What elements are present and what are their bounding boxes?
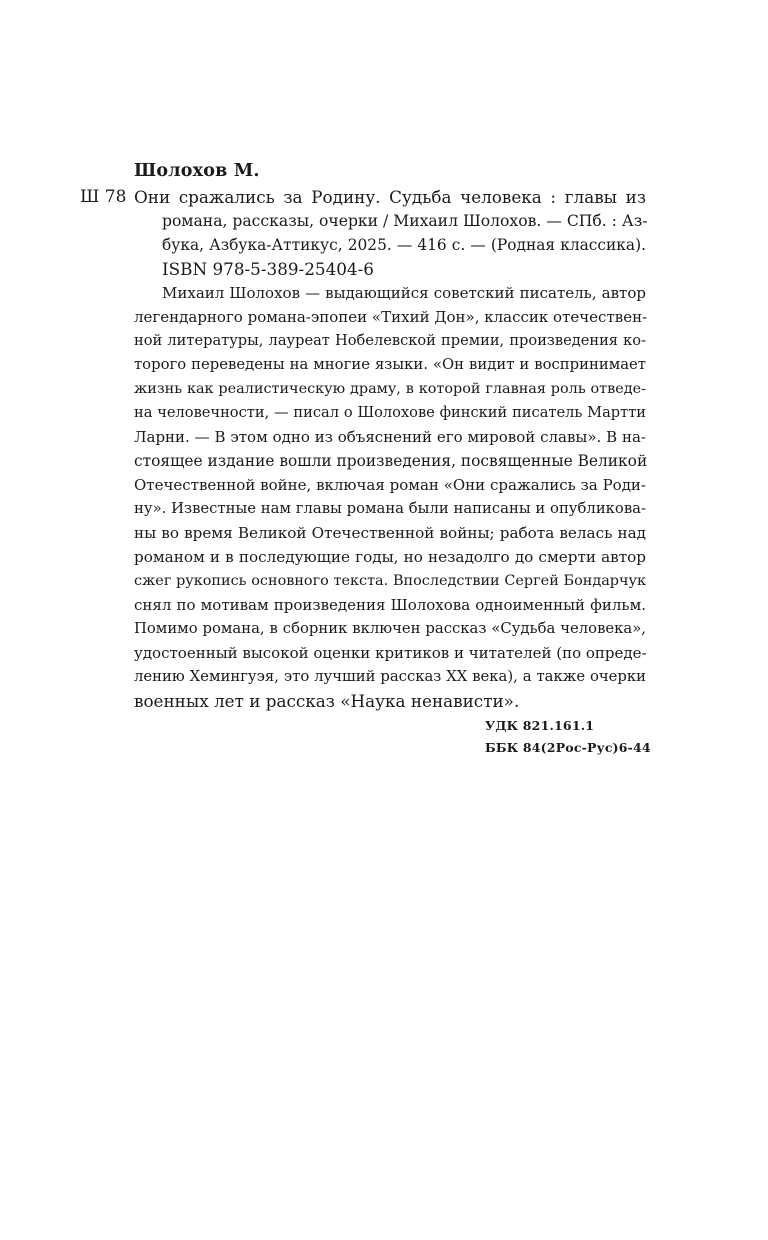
annotation-line: Михаил Шолохов — выдающийся советский писатель, автор [162,284,646,302]
annotation-line: Отечественной войне, включая роман «Они сражались за Роди- [134,476,646,494]
annotation-line: на человечности, — писал о Шолохове финский писатель Мартти [134,404,646,421]
annotation-line: ны во время Великой Отечественной войны; работа велась над [134,524,646,542]
annotation-line: снял по мотивам произведения Шолохова одноименный фильм. [134,596,646,614]
annotation-line: жизнь как реалистическую драму, в которой главная роль отведе- [134,381,646,397]
title-line: романа, рассказы, очерки / Михаил Шолохов. — СПб. : Аз- [162,212,648,230]
title-line: бука, Азбука-Аттикус, 2025. — 416 с. — (Родная классика). [162,236,646,254]
annotation-line: легендарного романа-эпопеи «Тихий Дон», классик отечествен- [134,308,648,326]
annotation-line: ной литературы, лауреат Нобелевской премии, произведения ко- [134,332,646,349]
annotation-line: романом и в последующие годы, но незадолго до смерти автор [134,548,646,566]
author-heading: Шолохов М. [134,161,260,181]
annotation-line: торого переведены на многие языки. «Он видит и воспринимает [134,356,646,373]
annotation-line: военных лет и рассказ «Наука ненависти». [134,691,520,711]
annotation-line: ну». Известные нам главы романа были написаны и опубликова- [134,500,646,517]
annotation-line: сжег рукопись основного текста. Впоследствии Сергей Бондарчук [134,573,646,589]
annotation-line: лению Хемингуэя, это лучший рассказ XX века), а также очерки [134,668,646,685]
title-line: Они сражались за Родину. Судьба человека : главы из [134,187,646,207]
annotation-line: Помимо романа, в сборник включен рассказ «Судьба человека», [134,620,646,637]
udk-code: УДК 821.161.1 [485,718,595,733]
annotation-line: Ларни. — В этом одно из объяснений его мировой славы». В на- [134,428,646,446]
annotation-line: удостоенный высокой оценки критиков и читателей (по опреде- [134,644,647,662]
isbn: ISBN 978-5-389-25404-6 [162,259,374,279]
annotation-line: стоящее издание вошли произведения, посвященные Великой [134,452,648,470]
bbk-code: ББК 84(2Рос-Рус)6-44 [485,740,651,755]
author-mark: Ш 78 [80,187,127,207]
